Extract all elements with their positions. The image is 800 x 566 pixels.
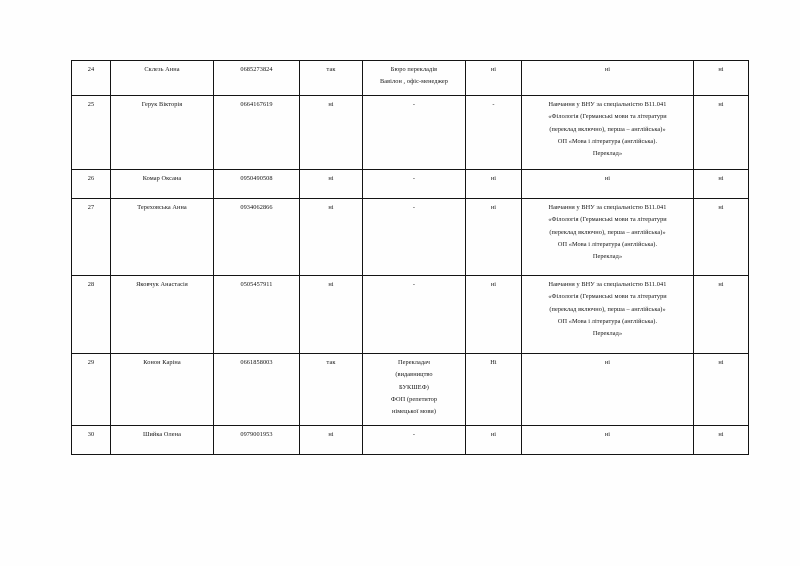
education-line: Переклад»	[592, 253, 623, 261]
third-flag-cell-value: ні	[718, 359, 724, 366]
education-line: Навчання у ВНУ за спеціальністю В11.041	[548, 204, 667, 211]
row-number-cell	[72, 354, 111, 426]
education-line: ні	[604, 359, 611, 366]
second-flag-cell-value: ні	[490, 281, 497, 288]
workplace-cell	[363, 199, 466, 276]
person-name-cell-value: Герук Вікторія	[141, 101, 183, 108]
education-cell	[522, 170, 694, 199]
phone-number-cell	[214, 354, 300, 426]
person-name-cell	[111, 276, 214, 354]
workplace-cell	[363, 354, 466, 426]
phone-number-cell-value: 0661858003	[240, 359, 273, 366]
education-line: Переклад»	[592, 330, 623, 338]
table-row	[72, 276, 749, 354]
third-flag-cell	[694, 96, 749, 170]
third-flag-cell	[694, 354, 749, 426]
second-flag-cell	[466, 276, 522, 354]
education-line: ні	[604, 175, 611, 182]
person-name-cell-value: Комар Оксана	[142, 175, 182, 182]
row-number-cell-value: 26	[87, 175, 95, 182]
education-line: ОП «Мова і література (англійська).	[557, 317, 658, 325]
employment-flag-cell	[300, 61, 363, 96]
education-line: Переклад»	[592, 150, 623, 158]
third-flag-cell	[694, 426, 749, 455]
third-flag-cell-value: ні	[718, 204, 724, 211]
second-flag-cell-value: ні	[490, 66, 497, 73]
employment-flag-cell	[300, 426, 363, 455]
person-name-cell-value: Шийка Олена	[143, 431, 181, 438]
education-cell	[522, 96, 694, 170]
education-line: ОП «Мова і література (англійська).	[557, 240, 658, 248]
second-flag-cell-value: ні	[490, 175, 497, 182]
education-line: (переклад включно), перша – англійська)»	[549, 228, 666, 236]
education-line: (переклад включно), перша – англійська)»	[549, 125, 666, 133]
phone-number-cell	[214, 96, 300, 170]
employment-flag-cell	[300, 354, 363, 426]
row-number-cell-value: 27	[87, 204, 95, 211]
table-body	[72, 61, 749, 455]
education-cell	[522, 61, 694, 96]
person-name-cell-value: Яковчук Анастасія	[136, 281, 188, 288]
employment-flag-cell	[300, 96, 363, 170]
education-line: ОП «Мова і література (англійська).	[557, 137, 658, 145]
third-flag-cell	[694, 276, 749, 354]
education-cell	[522, 199, 694, 276]
second-flag-cell-value: ні	[490, 431, 497, 438]
education-cell	[522, 276, 694, 354]
workplace-line: -	[412, 204, 416, 211]
row-number-cell-value: 29	[87, 359, 95, 366]
workplace-cell	[363, 61, 466, 96]
workplace-line: -	[412, 281, 416, 288]
third-flag-cell-value: ні	[718, 281, 724, 288]
employment-flag-cell	[300, 276, 363, 354]
employment-flag-cell-value: ні	[328, 101, 334, 108]
person-name-cell	[111, 199, 214, 276]
phone-number-cell	[214, 426, 300, 455]
second-flag-cell	[466, 354, 522, 426]
employment-flag-cell-value: так	[326, 359, 336, 366]
table-row	[72, 96, 749, 170]
row-number-cell	[72, 426, 111, 455]
second-flag-cell	[466, 96, 522, 170]
table-row	[72, 61, 749, 96]
phone-number-cell	[214, 61, 300, 96]
workplace-line: (видавництво	[395, 371, 433, 379]
table-row	[72, 199, 749, 276]
workplace-line: -	[412, 175, 416, 182]
phone-number-cell	[214, 276, 300, 354]
phone-number-cell-value: 0950490508	[240, 175, 273, 182]
row-number-cell	[72, 170, 111, 199]
workplace-line: ФОП (репетитор	[390, 395, 438, 403]
workplace-line: БУКШЕФ)	[399, 383, 429, 391]
second-flag-cell	[466, 199, 522, 276]
workplace-line: -	[412, 101, 416, 108]
phone-number-cell-value: 0685273824	[240, 66, 273, 73]
row-number-cell	[72, 199, 111, 276]
third-flag-cell-value: ні	[718, 175, 724, 182]
second-flag-cell-value: ні	[490, 204, 497, 211]
second-flag-cell-value: -	[492, 101, 495, 108]
workplace-cell	[363, 276, 466, 354]
person-name-cell-value: Тереховська Анна	[137, 204, 187, 211]
phone-number-cell	[214, 170, 300, 199]
row-number-cell-value: 30	[87, 431, 95, 438]
employment-flag-cell-value: ні	[328, 204, 334, 211]
person-name-cell	[111, 354, 214, 426]
education-line: ні	[604, 431, 611, 438]
second-flag-cell	[466, 61, 522, 96]
row-number-cell-value: 28	[87, 281, 95, 288]
third-flag-cell-value: ні	[718, 431, 724, 438]
third-flag-cell-value: ні	[718, 101, 724, 108]
workplace-line: -	[412, 431, 416, 438]
phone-number-cell-value: 0505457911	[240, 281, 273, 288]
employment-flag-cell-value: так	[326, 66, 336, 73]
education-line: Навчання у ВНУ за спеціальністю В11.041	[548, 281, 667, 288]
person-name-cell	[111, 170, 214, 199]
person-name-cell	[111, 426, 214, 455]
education-cell	[522, 426, 694, 455]
workplace-line: Перекладач	[398, 359, 430, 366]
third-flag-cell-value: ні	[718, 66, 724, 73]
workplace-line: Бюро перекладів	[390, 66, 438, 73]
phone-number-cell-value: 0979001953	[240, 431, 273, 438]
employment-flag-cell	[300, 199, 363, 276]
education-line: (переклад включно), перша – англійська)»	[549, 305, 666, 313]
person-name-cell	[111, 96, 214, 170]
employment-flag-cell-value: ні	[328, 281, 334, 288]
employment-flag-cell-value: ні	[328, 175, 334, 182]
workplace-line: Вавілон , офіс-менеджер	[379, 78, 449, 86]
second-flag-cell-value: Ні	[490, 359, 497, 366]
second-flag-cell	[466, 170, 522, 199]
third-flag-cell	[694, 170, 749, 199]
registry-table	[71, 60, 749, 455]
third-flag-cell	[694, 61, 749, 96]
table-row	[72, 354, 749, 426]
row-number-cell-value: 25	[87, 101, 95, 108]
person-name-cell-value: Конон Каріна	[143, 359, 181, 366]
person-name-cell	[111, 61, 214, 96]
table-row	[72, 426, 749, 455]
phone-number-cell	[214, 199, 300, 276]
row-number-cell	[72, 276, 111, 354]
person-name-cell-value: Склезь Анна	[144, 66, 180, 73]
education-line: Навчання у ВНУ за спеціальністю В11.041	[548, 101, 667, 108]
workplace-line: німецької мови)	[391, 408, 437, 416]
second-flag-cell	[466, 426, 522, 455]
third-flag-cell	[694, 199, 749, 276]
education-line: «Філологія (Германські мови та літератури	[548, 216, 667, 224]
education-line: «Філологія (Германські мови та літератури	[548, 293, 667, 301]
education-line: ні	[604, 66, 611, 73]
phone-number-cell-value: 0664167619	[240, 101, 273, 108]
workplace-cell	[363, 170, 466, 199]
education-cell	[522, 354, 694, 426]
workplace-cell	[363, 426, 466, 455]
workplace-cell	[363, 96, 466, 170]
row-number-cell	[72, 96, 111, 170]
row-number-cell-value: 24	[87, 66, 95, 73]
row-number-cell	[72, 61, 111, 96]
employment-flag-cell-value: ні	[328, 431, 334, 438]
education-line: «Філологія (Германські мови та літератури	[548, 113, 667, 121]
table-row	[72, 170, 749, 199]
employment-flag-cell	[300, 170, 363, 199]
phone-number-cell-value: 0934062866	[240, 204, 273, 211]
